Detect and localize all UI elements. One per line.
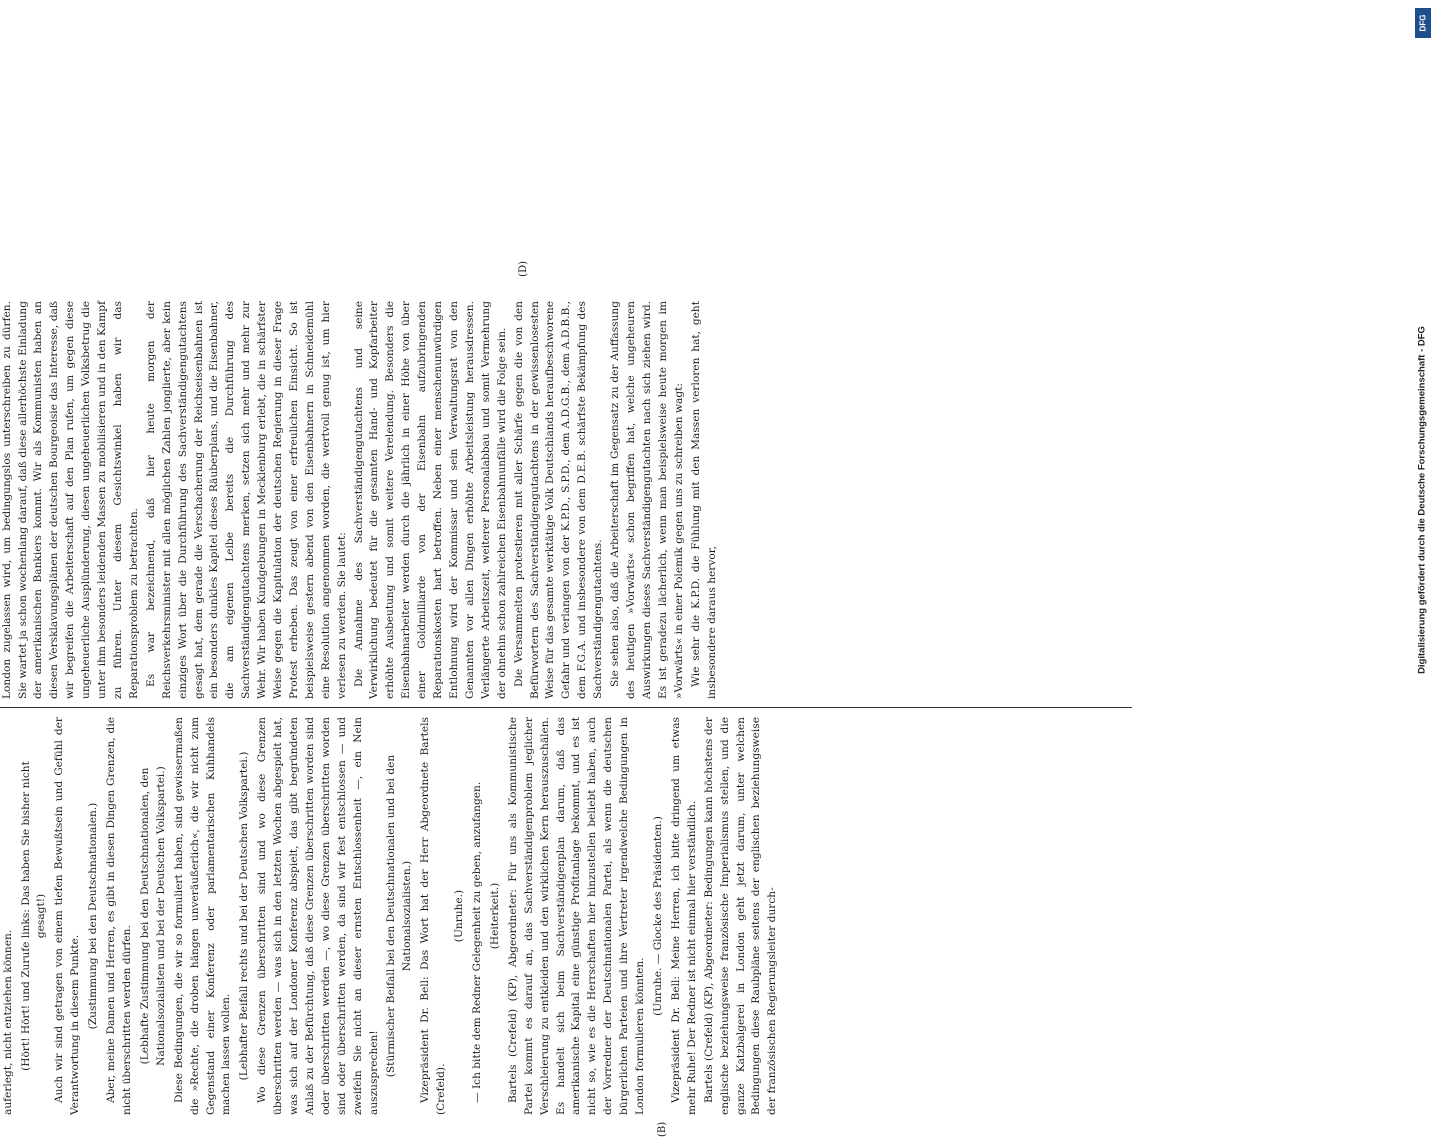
paragraph: Bartels (Crefeld) (KP), Abgeordneter: Für uns als Kommunistische Partei kommt es darauf an, das Sachverständigenproblem jeglicher Verschleierung zu entkleiden und den wirklichen Kern herauszuschälen. Es handelt sich beim Sachverständigenplan darum, daß das amerikanische Kapital eine günstige Profitanlage bekommt, und es ist nicht so, wie es die Herrschaften hier hinzustellen beliebt haben, auch der Vorredner der Deutschnationalen Partei, als wenn die deutschen bürgerlichen Parteien und ihre Vertreter irgendwelche Bedingungen in London formulieren könnten. [506,717,647,1115]
digitization-note [1414,10,1430,990]
interjection: (Lebhafter Beifall rechts und bei der Deutschen Volkspartei.) [238,751,251,1081]
digitization-note-text: Digitalisierung gefördert durch die Deutsche Forschungsgemeinschaft - DFG [1416,326,1428,674]
paragraph: London zugelassen wird, um bedingungslos unterschreiben zu dürfen. Sie wartet ja schon wochenlang darauf, daß diese allerhöchste Einladung der amerikanischen Bankiers kommt. Wir als Kommunisten haben an diesen Versklavungsplänen der deutschen Bourgeoisie das Interesse, daß wir begreifen die Arbeiterschaft auf den Plan rufen, um gegen diese ungeheuerliche Ausplünderung, diesen ungeheuerlichen Volksbetrug die unter ihm besonders leidenden Massen zu mobilisieren und in den Kampf zu führen. Unter diesem Gesichtswinkel haben wir das Reparationsproblem zu betrachten. [0,301,140,699]
paragraph: Vizepräsident Dr. Bell: Das Wort hat der Herr Abgeordnete Bartels (Crefeld). [419,717,448,1115]
paragraph: Diese Bedingungen, die wir so formuliert haben, sind gewissermaßen die »Rechte, die droben hängen unveräußerlich«, die wir nicht zum Gegenstand einer Konferenz oder parlamentarischen Kuhhandels machen lassen wollen. [172,717,233,1115]
paragraph: — Ich bitte dem Redner Gelegenheit zu geben, anzufangen. [471,781,483,1103]
quoted-paragraph: Wie sehr die K.P.D. die Fühlung mit den Massen verloren hat, geht insbesondere daraus hervor, [689,301,718,699]
interjection: (Unruhe.) [453,889,466,943]
interjection: (Stürmischer Beifall bei den Deutschnationalen und bei den Nationalsozialisten.) [385,754,414,1078]
interjection: (Zustimmung bei den Deutschnationalen.) [87,802,100,1030]
paragraph: Aber, meine Damen und Herren, es gibt in diesen Dingen Grenzen, die nicht überschritten werden dürfen. [105,717,133,1115]
left-column [0,717,1132,1115]
interjection: (Heiterkeit.) [488,882,501,950]
margin-marker-b: (B) [657,1121,668,1137]
paragraph: Auch wir sind getragen von einem tiefen Bewußtsein und Gefühl der Verantwortung in diesem Punkte. [53,717,82,1115]
dfg-logo [1415,8,1431,38]
quoted-paragraph: Die Annahme des Sachverständigengutachtens und seine Verwirklichung bedeutet für die gesamten Hand- und Kopfarbeiter erhöhte Ausbeutung und somit weitere Verelendung. Besonders die Eisenbahnarbeiter werden durch die jährlich in einer Höhe von über einer Goldmilliarde von der Eisenbahn aufzubringenden Reparationskosten hart betroffen. Neben einer menschenunwürdigen Entlohnung wird der Kommissar und sein Verwaltungsrat von den Genannten vor allen Dingen erhöhte Arbeitsleistung herausdressen. Verlängerte Arbeitszeit, weiterer Personalabbau und somit Vermehrung der ohnehin schon zahlreichen Eisenbahnunfälle wird die Folge sein. [352,301,508,699]
paragraph: auferlegt, nicht entziehen können. [1,929,14,1115]
dfg-logo-text: DFG [1418,14,1428,32]
interjection: (Hört! Hört! und Zurufe links: Das haben Sie bisher nicht gesagt!) [19,761,48,1071]
document-page [0,261,1132,1137]
quoted-paragraph: Die Versammelten protestieren mit aller Schärfe gegen die von den Befürwortern des Sachverständigengutachtens in der gewissenlosesten Weise für das gesamte werktätige Volk Deutschlands heraufbeschworene Gefahr und verlangen von der K.P.D., S.P.D., dem A.D.G.B., dem A.D.B.B., dem F.G.A. und insbesondere von dem D.E.B. schärfste Bekämpfung des Sachverständigengutachtens. [512,301,605,699]
paragraph: Es war bezeichnend, daß hier heute morgen der Reichsverkehrsminister mit allen möglichen Zahlen jonglierte, aber kein einziges Wort über die Durchführung des Sachverständigengutachtens gesagt hat, dem gerade die Verschacherung der Reichseisenbahnen ist ein besonders dunkles Kapitel dieses Räuberplans, und die Eisenbahner, die am eigenen Leibe bereits die Durchführung des Sachverständigengutachtens merken, setzen sich mehr und mehr zur Wehr. Wir haben Kundgebungen in Mecklenburg erlebt, die in schärfster Weise gegen die Kapitulation der deutschen Regierung in dieser Frage Protest erheben. Das zeugt von einer erfreulichen Einsicht. So ist beispielsweise gestern abend von den Eisenbahnern in Schneidemühl eine Resolution angenommen worden, die wertvoll genug ist, um hier verlesen zu werden. Sie lautet: [144,301,348,699]
paragraph: Wo diese Grenzen überschritten sind und wo diese Grenzen überschritten werden — was sich in den letzten Wochen abgespielt hat, was sich auf der Londoner Konferenz abspielt, das gibt begründeten Anlaß zu der Befürchtung, daß diese Grenzen überschritten worden sind oder überschritten werden —, wo diese Grenzen überschritten worden sind oder überschritten werden, da sind wir fest entschlossen — und zweifeln Sie nicht an dieser ernsten Entschlossenheit —, ein Nein auszusprechen! [256,717,380,1115]
interjection: (Unruhe. — Glocke des Präsidenten.) [651,816,664,1016]
interjection: (Lebhafte Zustimmung bei den Deutschnationalen, den Nationalsozialisten und bei der Deutschen Volkspartei.) [138,766,167,1066]
column-divider [0,707,1132,708]
paragraph: Sie sehen also, daß die Arbeiterschaft im Gegensatz zu der Auffassung des heutigen »Vorwärts« schon begriffen hat, welche ungeheuren Auswirkungen dieses Sachverständigengutachten nach sich ziehen wird. Es ist geradezu lächerlich, wenn man beispielsweise heute morgen im »Vorwärts« in einer Polemik gegen uns zu schreiben wagt: [609,301,685,699]
paragraph: Bartels (Crefeld) (KP), Abgeordneter: Bedingungen kann höchstens der englische beziehungsweise französische Imperialismus stellen, und die ganze Katzbalgerei in London geht jetzt darum, unter welchen Bedingungen diese Raubpläne seitens der englischen beziehungsweise der französischen Regierungsleiter durch- [702,717,779,1115]
paragraph: Vizepräsident Dr. Bell: Meine Herren, ich bitte dringend um etwas mehr Ruhe! Der Redner ist nicht einmal hier verständlich. [669,717,698,1115]
right-column [0,301,1132,699]
margin-marker-d: (D) [518,261,529,277]
